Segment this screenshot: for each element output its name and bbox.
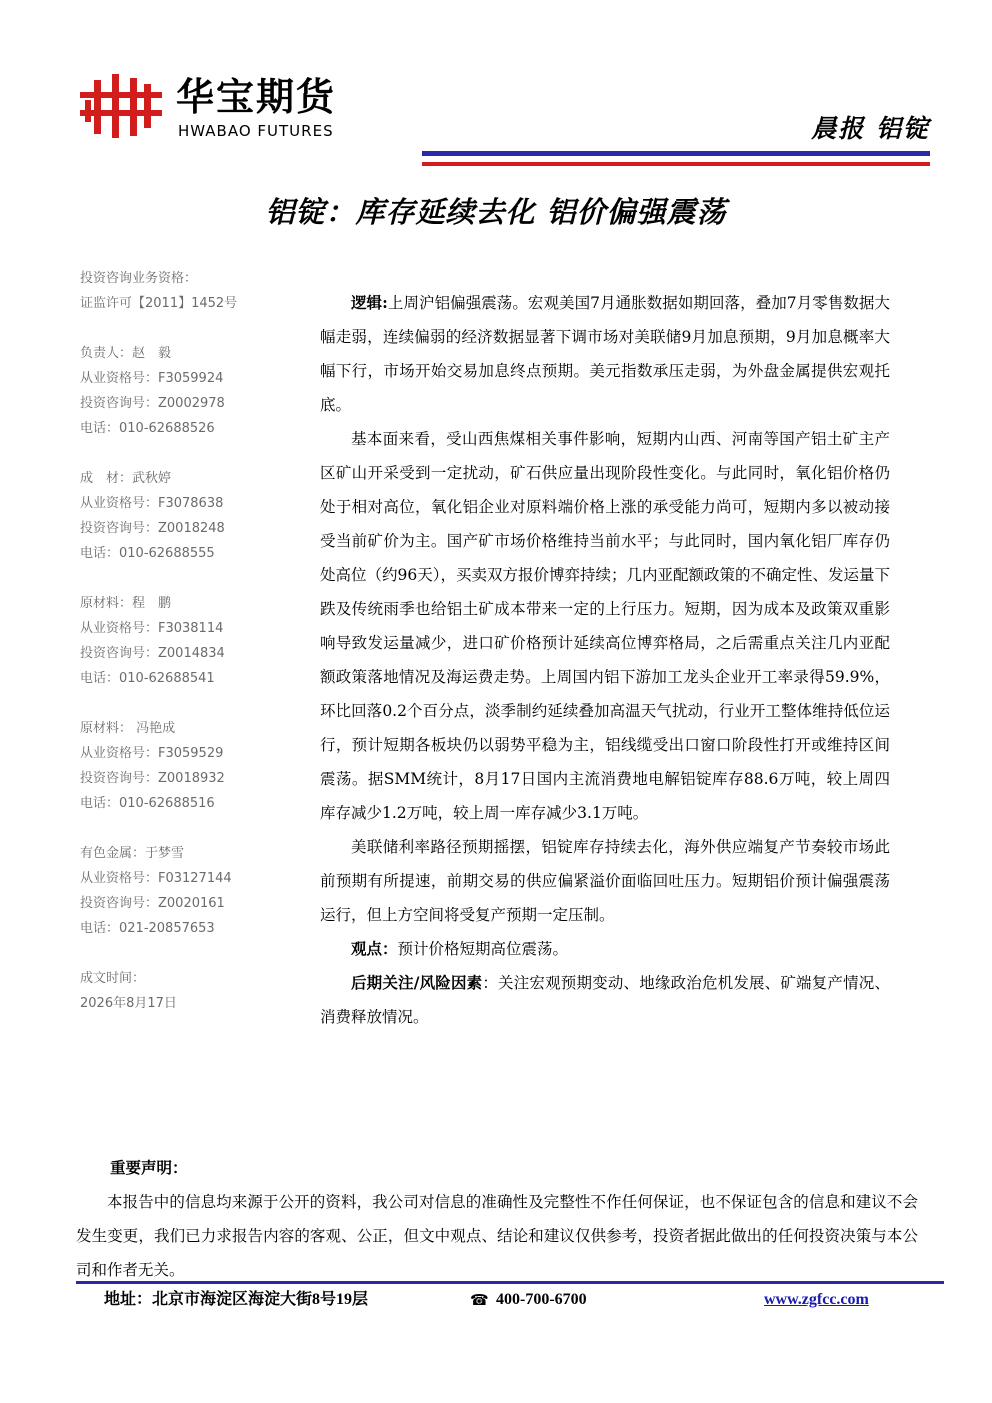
risk-label: 后期关注/风险因素 [351, 973, 483, 992]
analyst-consult: 投资咨询号：Z0014834 [80, 646, 225, 661]
date-label: 成文时间： [80, 971, 146, 986]
header-divider-blue [422, 151, 930, 156]
analyst-cert: 从业资格号：F03127144 [80, 871, 232, 886]
header-divider-red [422, 162, 930, 166]
analyst-role: 原材料： 冯艳成 [80, 721, 176, 736]
report-date: 2026年8月17日 [80, 996, 177, 1011]
logic-text: 上周沪铝偏强震荡。宏观美国7月通胀数据如期回落，叠加7月零售数据大幅走弱，连续偏弱的经济数据显著下调市场对美联储9月加息预期，9月加息概率大幅下行，市场开始交易加息终点预期。美元指数承压走弱，为外盘金属提供宏观托底。 [320, 294, 890, 414]
analyst-role: 原材料：程 鹏 [80, 596, 172, 611]
analyst-phone: 电话：010-62688526 [80, 421, 215, 436]
analyst-consult: 投资咨询号：Z0018932 [80, 771, 225, 786]
analyst-consult: 投资咨询号：Z0002978 [80, 396, 225, 411]
outlook-paragraph: 美联储利率路径预期摇摆，铝锭库存持续去化，海外供应端复产节奏较市场此前预期有所提速，前期交易的供应偏紧溢价面临回吐压力。短期铝价预计偏强震荡运行，但上方空间将受复产预期一定压制。 [320, 838, 890, 924]
analyst-cert: 从业资格号：F3038114 [80, 621, 224, 636]
analyst-phone: 电话：021-20857653 [80, 921, 215, 936]
hwabao-logo-mark [80, 74, 162, 138]
analyst-cert: 从业资格号：F3059529 [80, 746, 224, 761]
analyst-role: 负责人：赵 毅 [80, 346, 172, 361]
phone-icon: ☎ [470, 1291, 489, 1309]
license-number: 证监许可【2011】1452号 [80, 296, 238, 311]
analyst-cert: 从业资格号：F3059924 [80, 371, 224, 386]
footer-divider [76, 1281, 944, 1284]
footer-phone: 400-700-6700 [496, 1291, 587, 1308]
view-label: 观点： [351, 939, 398, 958]
footer-address: 地址：北京市海淀区海淀大街8号19层 [104, 1291, 369, 1308]
report-body [320, 286, 890, 1034]
risk-text: ：关注宏观预期变动、地缘政治危机发展、矿端复产情况、消费释放情况。 [320, 974, 890, 1026]
risk-paragraph [320, 966, 890, 1034]
analyst-sidebar [80, 266, 310, 1016]
logic-paragraph [320, 286, 890, 422]
disclaimer-text: 本报告中的信息均来源于公开的资料，我公司对信息的准确性及完整性不作任何保证，也不保证包含的信息和建议不会发生变更，我们已力求报告内容的客观、公正，但文中观点、结论和建议仅供参考，投资者据此做出的任何投资决策与本公司和作者无关。 [76, 1193, 918, 1279]
view-paragraph [320, 932, 890, 966]
report-type-tag: 晨报 铝锭 [811, 114, 930, 143]
analyst-phone: 电话：010-62688516 [80, 796, 215, 811]
analyst-phone: 电话：010-62688555 [80, 546, 215, 561]
analyst-role: 成 材：武秋婷 [80, 471, 172, 486]
logo-chinese-name: 华宝期货 [176, 75, 337, 119]
fundamentals-paragraph: 基本面来看，受山西焦煤相关事件影响，短期内山西、河南等国产铝土矿主产区矿山开采受到一定扰动，矿石供应量出现阶段性变化。与此同时，氧化铝价格仍处于相对高位，氧化铝企业对原料端价格上涨的承受能力尚可，短期内多以被动接受当前矿价为主。国产矿市场价格维持当前水平；与此同时，国内氧化铝厂库存仍处高位（约96天），买卖双方报价博弈持续；几内亚配额政策的不确定性、发运量下跌及传统雨季也给铝土矿成本带来一定的上行压力。短期，因为成本及政策双重影响导致发运量减少，进口矿价格预计延续高位博弈格局，之后需重点关注几内亚配额政策落地情况及海运费走势。上周国内铝下游加工龙头企业开工率录得59.9%，环比回落0.2个百分点，淡季制约延续叠加高温天气扰动，行业开工整体维持低位运行，预计短期各板块仍以弱势平稳为主，铝线缆受出口窗口阶段性打开或维持区间震荡。据SMM统计，8月17日国内主流消费地电解铝锭库存88.6万吨，较上周四库存减少1.2万吨，较上周一库存减少3.1万吨。 [320, 430, 890, 822]
report-title: 铝锭：库存延续去化 铝价偏强震荡 [265, 195, 727, 229]
analyst-phone: 电话：010-62688541 [80, 671, 215, 686]
footer-website-link[interactable]: www.zgfcc.com [764, 1291, 869, 1308]
logic-label: 逻辑: [351, 293, 388, 312]
logo-english-name: HWABAO FUTURES [178, 122, 334, 140]
disclaimer-title: 重要声明： [110, 1159, 188, 1177]
analyst-consult: 投资咨询号：Z0018248 [80, 521, 225, 536]
analyst-cert: 从业资格号：F3078638 [80, 496, 224, 511]
analyst-consult: 投资咨询号：Z0020161 [80, 896, 225, 911]
analyst-role: 有色金属：于梦雪 [80, 846, 185, 861]
qualification-label: 投资咨询业务资格： [80, 271, 198, 286]
view-text: 预计价格短期高位震荡。 [397, 940, 569, 958]
